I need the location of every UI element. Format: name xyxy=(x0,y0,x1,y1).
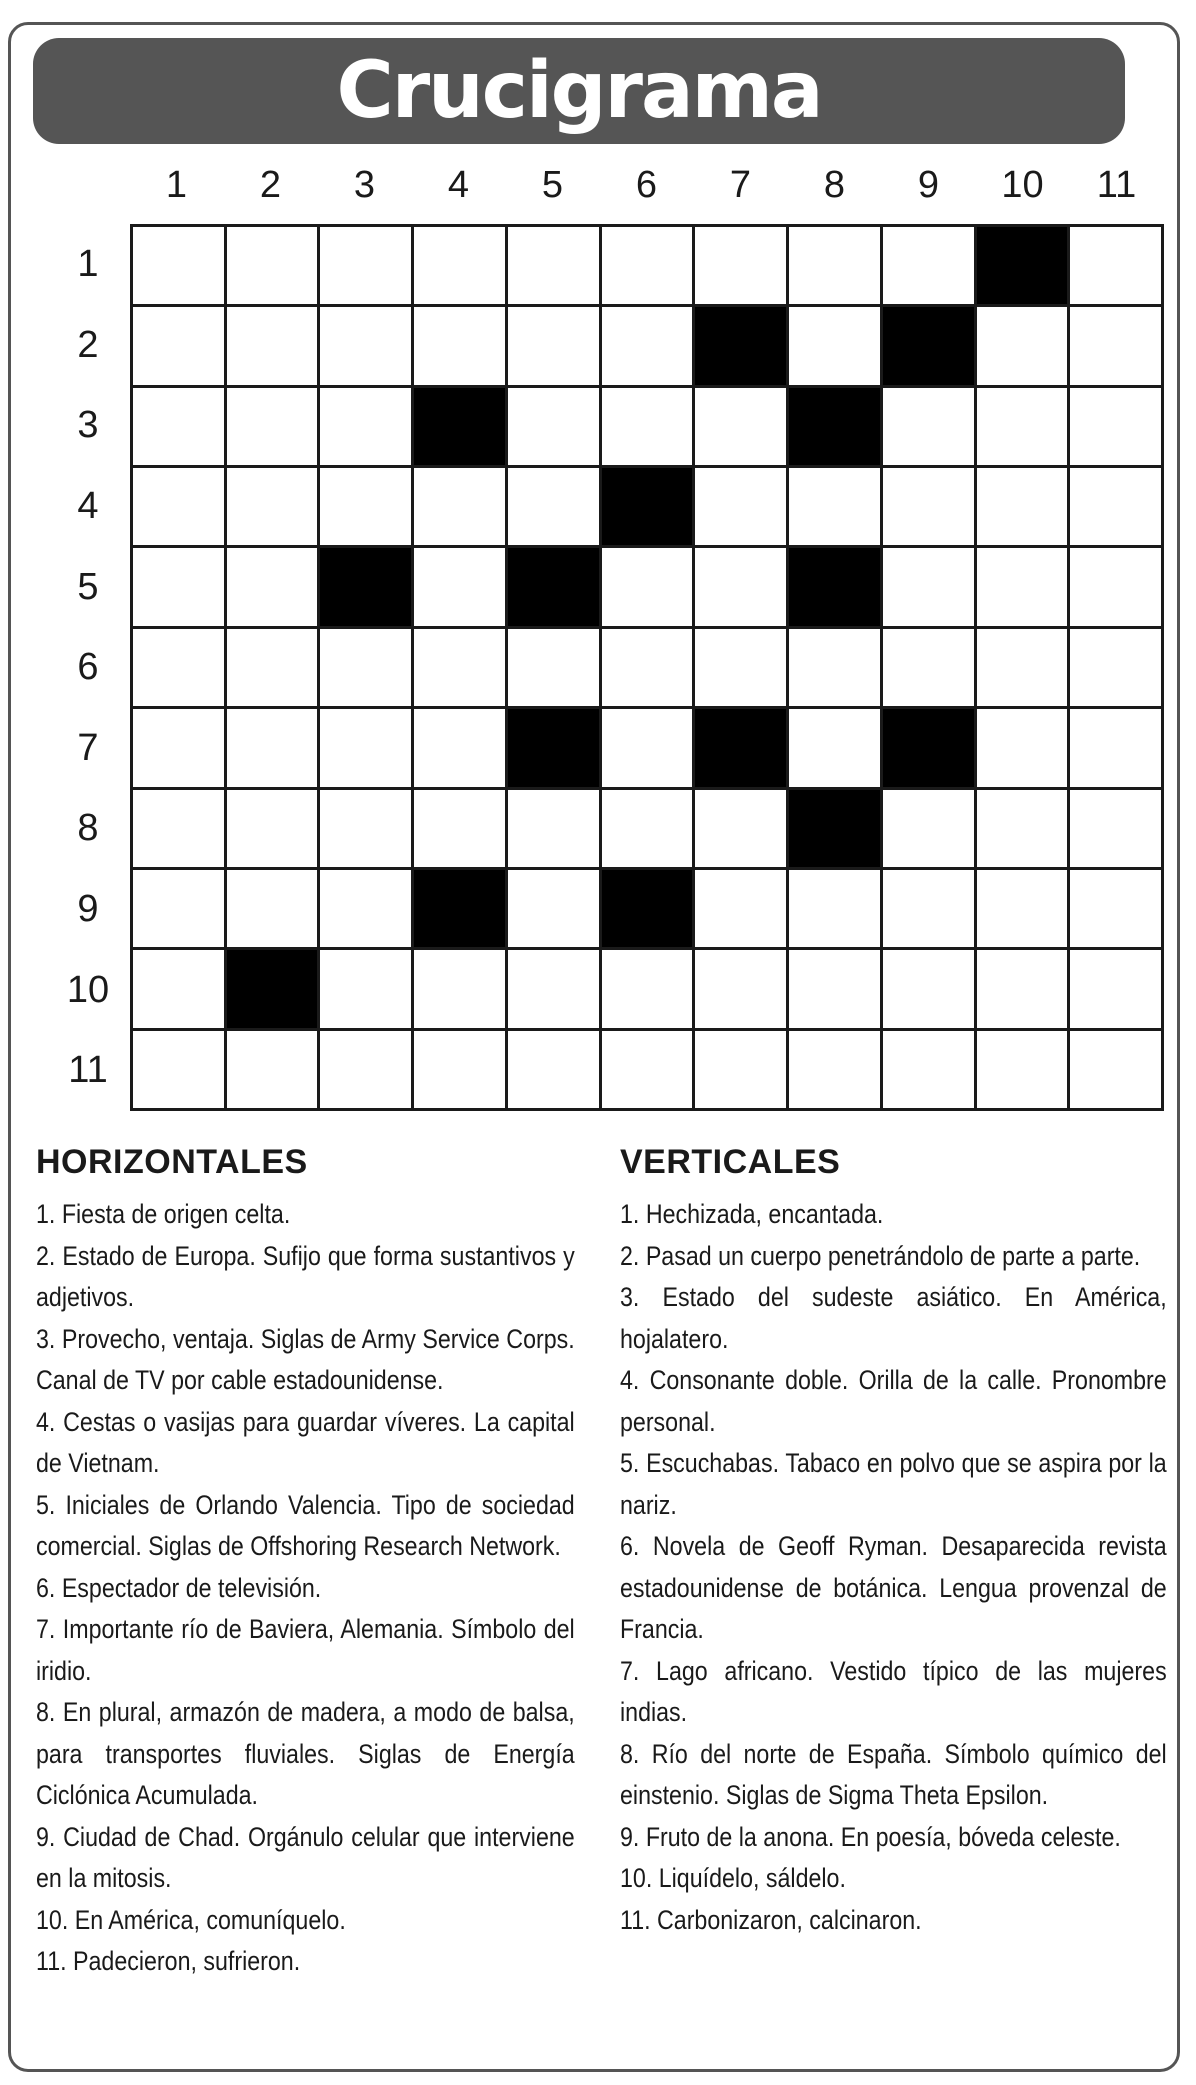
grid-cell[interactable] xyxy=(695,870,786,947)
grid-cell[interactable] xyxy=(1070,629,1161,706)
grid-cell[interactable] xyxy=(1070,307,1161,384)
clue-item: 6. Espectador de televisión. xyxy=(36,1572,322,1603)
black-cell xyxy=(414,388,505,465)
grid-cell[interactable] xyxy=(1070,790,1161,867)
title-banner xyxy=(33,38,1125,144)
grid-cell[interactable] xyxy=(320,1031,411,1108)
grid-cell[interactable] xyxy=(789,307,880,384)
grid-cell[interactable] xyxy=(977,307,1068,384)
grid-cell[interactable] xyxy=(883,1031,974,1108)
row-number: 6 xyxy=(77,646,99,689)
grid-cell[interactable] xyxy=(227,307,318,384)
grid-cell[interactable] xyxy=(508,388,599,465)
row-number: 11 xyxy=(68,1049,108,1092)
clue-item: 2. Estado de Europa. Sufijo que forma sustantivos y adjetivos. xyxy=(36,1240,575,1312)
black-cell xyxy=(695,709,786,786)
grid-cell[interactable] xyxy=(133,790,224,867)
grid-cell[interactable] xyxy=(789,1031,880,1108)
clue-item: 8. Río del norte de España. Símbolo químico del einstenio. Siglas de Sigma Theta Epsilon. xyxy=(620,1738,1167,1810)
grid-cell[interactable] xyxy=(1070,468,1161,545)
row-number: 7 xyxy=(77,726,99,769)
row-number: 9 xyxy=(77,888,99,931)
row-number: 4 xyxy=(77,484,99,527)
grid-cell[interactable] xyxy=(789,629,880,706)
grid-cell[interactable] xyxy=(508,629,599,706)
black-cell xyxy=(789,790,880,867)
grid-cell[interactable] xyxy=(414,629,505,706)
grid-cell[interactable] xyxy=(602,629,693,706)
black-cell xyxy=(695,307,786,384)
grid-cell[interactable] xyxy=(414,1031,505,1108)
clue-item: 4. Consonante doble. Orilla de la calle. Pronombre personal. xyxy=(620,1365,1167,1437)
grid-cell[interactable] xyxy=(977,548,1068,625)
black-cell xyxy=(602,468,693,545)
grid-cell[interactable] xyxy=(508,950,599,1027)
grid-cell[interactable] xyxy=(1070,950,1161,1027)
grid-cell[interactable] xyxy=(414,468,505,545)
grid-cell[interactable] xyxy=(1070,1031,1161,1108)
grid-cell[interactable] xyxy=(602,307,693,384)
grid-cell[interactable] xyxy=(508,307,599,384)
grid-cell[interactable] xyxy=(320,870,411,947)
verticales-section xyxy=(620,1143,1168,1941)
black-cell xyxy=(883,709,974,786)
column-number: 10 xyxy=(1001,164,1044,206)
grid-cell[interactable] xyxy=(602,790,693,867)
grid-cell[interactable] xyxy=(508,870,599,947)
grid-cell[interactable] xyxy=(320,227,411,304)
grid-cell[interactable] xyxy=(320,307,411,384)
grid-cell[interactable] xyxy=(414,548,505,625)
horizontales-list xyxy=(36,1194,576,1983)
grid-cell[interactable] xyxy=(227,709,318,786)
black-cell xyxy=(977,227,1068,304)
grid-cell[interactable] xyxy=(227,629,318,706)
grid-cell[interactable] xyxy=(977,870,1068,947)
grid-cell[interactable] xyxy=(977,629,1068,706)
grid-cell[interactable] xyxy=(977,468,1068,545)
grid-cell[interactable] xyxy=(695,227,786,304)
column-number: 11 xyxy=(1096,164,1137,206)
grid-cell[interactable] xyxy=(320,950,411,1027)
grid-cell[interactable] xyxy=(508,790,599,867)
grid-cell[interactable] xyxy=(695,548,786,625)
black-cell xyxy=(227,950,318,1027)
grid-cell[interactable] xyxy=(227,468,318,545)
grid-cell[interactable] xyxy=(977,709,1068,786)
black-cell xyxy=(508,709,599,786)
black-cell xyxy=(508,548,599,625)
grid-cell[interactable] xyxy=(227,870,318,947)
clue-item: 10. Liquídelo, sáldelo. xyxy=(620,1863,846,1893)
grid-cell[interactable] xyxy=(320,388,411,465)
grid-cell[interactable] xyxy=(133,227,224,304)
clue-item: 11. Padecieron, sufrieron. xyxy=(36,1946,301,1976)
column-number: 5 xyxy=(541,164,564,206)
grid-cell[interactable] xyxy=(227,227,318,304)
grid-cell[interactable] xyxy=(133,629,224,706)
grid-cell[interactable] xyxy=(1070,227,1161,304)
clue-item: 8. En plural, armazón de madera, a modo de balsa, para transportes fluviales. Siglas de Energía Ciclónica Acumulada. xyxy=(36,1697,575,1810)
grid-cell[interactable] xyxy=(695,790,786,867)
column-number: 8 xyxy=(823,164,846,206)
row-number: 3 xyxy=(77,404,99,447)
clue-item: 11. Carbonizaron, calcinaron. xyxy=(620,1904,922,1935)
grid-cell[interactable] xyxy=(977,950,1068,1027)
grid-cell[interactable] xyxy=(133,548,224,625)
grid-cell[interactable] xyxy=(695,629,786,706)
black-cell xyxy=(789,548,880,625)
grid-cell[interactable] xyxy=(414,790,505,867)
verticales-list xyxy=(620,1194,1168,1941)
grid-cell[interactable] xyxy=(883,227,974,304)
grid-cell[interactable] xyxy=(883,790,974,867)
grid-cell[interactable] xyxy=(320,709,411,786)
grid-cell[interactable] xyxy=(883,629,974,706)
grid-cell[interactable] xyxy=(789,227,880,304)
grid-cell[interactable] xyxy=(883,388,974,465)
clue-item: 3. Estado del sudeste asiático. En América, hojalatero. xyxy=(620,1282,1167,1354)
grid-cell[interactable] xyxy=(227,1031,318,1108)
row-number: 1 xyxy=(77,243,99,285)
grid-cell[interactable] xyxy=(602,950,693,1027)
grid-cell[interactable] xyxy=(883,870,974,947)
grid-cell[interactable] xyxy=(789,468,880,545)
grid-cell[interactable] xyxy=(1070,388,1161,465)
column-number: 7 xyxy=(729,164,752,206)
grid-cell[interactable] xyxy=(414,709,505,786)
clue-item: 7. Importante río de Baviera, Alemania. Símbolo del iridio. xyxy=(36,1614,575,1686)
grid-cell[interactable] xyxy=(695,468,786,545)
horizontales-section xyxy=(36,1143,576,1983)
grid-cell[interactable] xyxy=(227,548,318,625)
row-number: 2 xyxy=(77,323,99,366)
row-number: 8 xyxy=(77,807,99,850)
grid-cell[interactable] xyxy=(320,468,411,545)
grid-cell[interactable] xyxy=(133,709,224,786)
black-cell xyxy=(602,870,693,947)
grid-cell[interactable] xyxy=(414,950,505,1027)
grid-cell[interactable] xyxy=(508,1031,599,1108)
column-number: 1 xyxy=(165,164,188,206)
grid-cell[interactable] xyxy=(602,709,693,786)
grid-cell[interactable] xyxy=(133,307,224,384)
grid-cell[interactable] xyxy=(977,790,1068,867)
grid-cell[interactable] xyxy=(414,307,505,384)
grid-cell[interactable] xyxy=(1070,870,1161,947)
grid-cell[interactable] xyxy=(695,950,786,1027)
grid-cell[interactable] xyxy=(320,790,411,867)
grid-cell[interactable] xyxy=(789,950,880,1027)
grid-cell[interactable] xyxy=(883,468,974,545)
row-number: 5 xyxy=(77,565,99,608)
grid-cell[interactable] xyxy=(883,950,974,1027)
crossword-grid xyxy=(130,224,1164,1111)
clue-item: 9. Fruto de la anona. En poesía, bóveda celeste. xyxy=(620,1821,1121,1852)
black-cell xyxy=(320,548,411,625)
grid-cell[interactable] xyxy=(227,388,318,465)
grid-cell[interactable] xyxy=(883,548,974,625)
column-number: 4 xyxy=(447,164,470,206)
grid-cell[interactable] xyxy=(1070,709,1161,786)
clue-item: 7. Lago africano. Vestido típico de las mujeres indias. xyxy=(620,1655,1167,1727)
clue-item: 1. Fiesta de origen celta. xyxy=(36,1199,291,1229)
column-number: 2 xyxy=(259,164,282,206)
grid-cell[interactable] xyxy=(133,870,224,947)
black-cell xyxy=(883,307,974,384)
grid-cell[interactable] xyxy=(227,790,318,867)
column-number: 9 xyxy=(917,164,940,206)
grid-cell[interactable] xyxy=(133,1031,224,1108)
grid-cell[interactable] xyxy=(602,388,693,465)
clue-item: 6. Novela de Geoff Ryman. Desaparecida revista estadounidense de botánica. Lengua provenzal de Francia. xyxy=(620,1531,1167,1644)
grid-cell[interactable] xyxy=(602,548,693,625)
grid-cell[interactable] xyxy=(414,227,505,304)
grid-cell[interactable] xyxy=(789,709,880,786)
clue-item: 3. Provecho, ventaja. Siglas de Army Service Corps. Canal de TV por cable estadounidense. xyxy=(36,1323,575,1395)
grid-cell[interactable] xyxy=(508,227,599,304)
clue-item: 1. Hechizada, encantada. xyxy=(620,1199,884,1229)
clue-item: 4. Cestas o vasijas para guardar víveres. La capital de Vietnam. xyxy=(36,1406,575,1478)
grid-cell[interactable] xyxy=(133,950,224,1027)
grid-cell[interactable] xyxy=(508,468,599,545)
grid-cell[interactable] xyxy=(977,388,1068,465)
grid-cell[interactable] xyxy=(320,629,411,706)
clue-item: 9. Ciudad de Chad. Orgánulo celular que interviene en la mitosis. xyxy=(36,1821,575,1893)
column-number: 3 xyxy=(353,164,376,206)
grid-cell[interactable] xyxy=(133,468,224,545)
page-title: Crucigrama xyxy=(336,46,822,136)
row-number: 10 xyxy=(66,968,110,1011)
grid-cell[interactable] xyxy=(789,870,880,947)
clue-item: 5. Escuchabas. Tabaco en polvo que se aspira por la nariz. xyxy=(620,1448,1167,1520)
clue-item: 5. Iniciales de Orlando Valencia. Tipo de sociedad comercial. Siglas de Offshoring Research Network. xyxy=(36,1489,575,1561)
grid-cell[interactable] xyxy=(1070,548,1161,625)
grid-cell[interactable] xyxy=(602,1031,693,1108)
black-cell xyxy=(414,870,505,947)
verticales-heading: VERTICALES xyxy=(620,1143,841,1181)
column-number: 6 xyxy=(635,164,658,206)
clue-item: 10. En América, comuníquelo. xyxy=(36,1904,346,1935)
grid-cell[interactable] xyxy=(133,388,224,465)
grid-cell[interactable] xyxy=(977,1031,1068,1108)
grid-cell[interactable] xyxy=(695,1031,786,1108)
black-cell xyxy=(789,388,880,465)
grid-cell[interactable] xyxy=(602,227,693,304)
clue-item: 2. Pasad un cuerpo penetrándolo de parte a parte. xyxy=(620,1240,1141,1271)
horizontales-heading: HORIZONTALES xyxy=(36,1143,308,1181)
grid-cell[interactable] xyxy=(695,388,786,465)
